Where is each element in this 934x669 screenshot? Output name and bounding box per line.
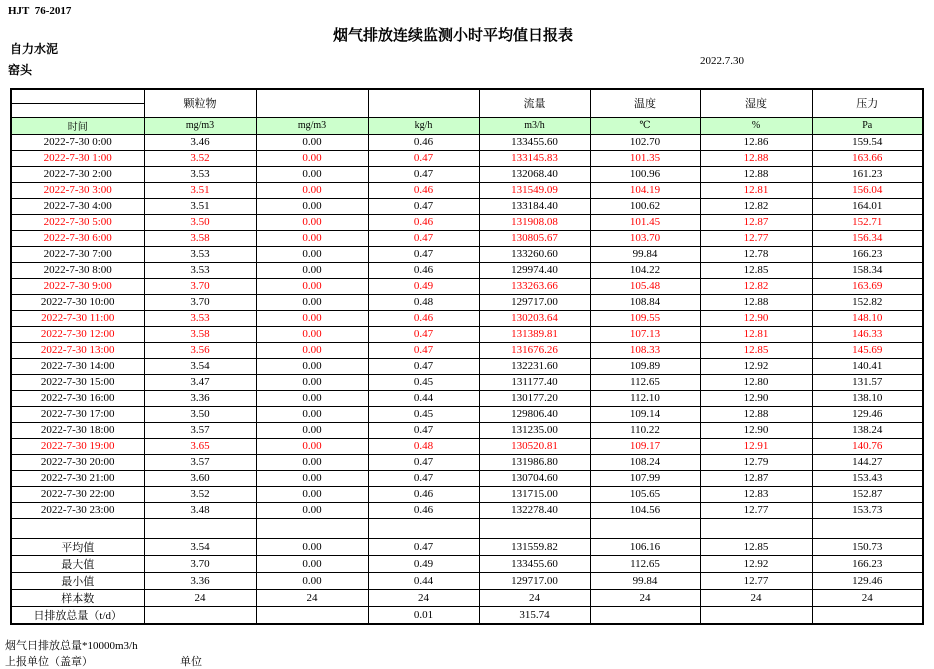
value-cell: 109.55: [590, 310, 700, 326]
value-cell: 3.56: [144, 342, 256, 358]
value-cell: 0.00: [256, 555, 368, 572]
value-cell: 3.52: [144, 150, 256, 166]
page-title: 烟气排放连续监测小时平均值日报表: [332, 28, 573, 44]
value-cell: 24: [144, 589, 256, 606]
table-row: [11, 406, 923, 422]
value-cell: 99.84: [590, 572, 700, 589]
value-cell: 0.00: [256, 198, 368, 214]
value-cell: 163.66: [812, 150, 923, 166]
value-cell: 109.89: [590, 358, 700, 374]
unit-cell-mg: mg/m3: [256, 117, 368, 134]
value-cell: 0.00: [256, 134, 368, 150]
value-cell: 163.69: [812, 278, 923, 294]
value-cell: 106.16: [590, 538, 700, 555]
value-cell: 131908.08: [479, 214, 590, 230]
time-cell: 2022-7-30 4:00: [11, 198, 144, 214]
value-cell: 132278.40: [479, 502, 590, 518]
time-cell: 2022-7-30 13:00: [11, 342, 144, 358]
value-cell: 152.87: [812, 486, 923, 502]
value-cell: 108.84: [590, 294, 700, 310]
value-cell: 140.76: [812, 438, 923, 454]
header-cell-temperature: 温度: [590, 89, 700, 117]
value-cell: 0.47: [368, 358, 479, 374]
value-cell: 24: [479, 589, 590, 606]
value-cell: 109.17: [590, 438, 700, 454]
value-cell: [368, 518, 479, 538]
time-cell: 2022-7-30 23:00: [11, 502, 144, 518]
value-cell: 0.47: [368, 454, 479, 470]
time-cell: 2022-7-30 21:00: [11, 470, 144, 486]
time-cell: 2022-7-30 12:00: [11, 326, 144, 342]
time-cell: 2022-7-30 20:00: [11, 454, 144, 470]
value-cell: 3.70: [144, 278, 256, 294]
value-cell: 12.90: [700, 390, 812, 406]
spacer-row: [11, 518, 923, 538]
value-cell: 3.70: [144, 555, 256, 572]
header-cell-blank-bottom: [11, 103, 144, 117]
value-cell: 12.83: [700, 486, 812, 502]
time-cell: 2022-7-30 2:00: [11, 166, 144, 182]
value-cell: 0.00: [256, 182, 368, 198]
value-cell: 0.49: [368, 278, 479, 294]
value-cell: 12.85: [700, 538, 812, 555]
value-cell: 110.22: [590, 422, 700, 438]
unit-label: 单位: [180, 656, 202, 668]
value-cell: 164.01: [812, 198, 923, 214]
value-cell: 0.44: [368, 572, 479, 589]
value-cell: 24: [368, 589, 479, 606]
value-cell: 24: [590, 589, 700, 606]
value-cell: 3.58: [144, 230, 256, 246]
value-cell: 12.92: [700, 555, 812, 572]
value-cell: 133260.60: [479, 246, 590, 262]
value-cell: 129717.00: [479, 294, 590, 310]
value-cell: 108.33: [590, 342, 700, 358]
value-cell: 0.00: [256, 390, 368, 406]
unit-cell-pa: Pa: [812, 117, 923, 134]
value-cell: 104.56: [590, 502, 700, 518]
value-cell: [144, 518, 256, 538]
value-cell: 12.87: [700, 470, 812, 486]
value-cell: 0.00: [256, 406, 368, 422]
value-cell: 158.34: [812, 262, 923, 278]
table-row: [11, 166, 923, 182]
value-cell: [590, 606, 700, 624]
value-cell: 152.71: [812, 214, 923, 230]
time-cell: 2022-7-30 8:00: [11, 262, 144, 278]
unit-header-row: [11, 117, 923, 134]
value-cell: 0.00: [256, 438, 368, 454]
value-cell: 133455.60: [479, 134, 590, 150]
value-cell: 0.46: [368, 214, 479, 230]
time-cell: 2022-7-30 7:00: [11, 246, 144, 262]
value-cell: 0.46: [368, 486, 479, 502]
value-cell: [256, 606, 368, 624]
value-cell: 12.82: [700, 198, 812, 214]
value-cell: 131986.80: [479, 454, 590, 470]
value-cell: 108.24: [590, 454, 700, 470]
value-cell: 0.47: [368, 246, 479, 262]
value-cell: 132068.40: [479, 166, 590, 182]
value-cell: 0.00: [256, 214, 368, 230]
value-cell: 131177.40: [479, 374, 590, 390]
value-cell: 12.80: [700, 374, 812, 390]
value-cell: 3.51: [144, 198, 256, 214]
value-cell: 112.65: [590, 374, 700, 390]
value-cell: 12.85: [700, 342, 812, 358]
value-cell: 133263.66: [479, 278, 590, 294]
time-cell: 2022-7-30 10:00: [11, 294, 144, 310]
value-cell: 12.86: [700, 134, 812, 150]
value-cell: 129974.40: [479, 262, 590, 278]
value-cell: 12.78: [700, 246, 812, 262]
value-cell: [812, 606, 923, 624]
value-cell: 3.46: [144, 134, 256, 150]
unit-cell-percent: %: [700, 117, 812, 134]
header-cell-blank-3: [368, 89, 479, 117]
value-cell: 104.19: [590, 182, 700, 198]
value-cell: 0.47: [368, 166, 479, 182]
value-cell: 0.00: [256, 358, 368, 374]
summary-row: [11, 555, 923, 572]
value-cell: 12.88: [700, 166, 812, 182]
value-cell: 0.48: [368, 438, 479, 454]
value-cell: 0.49: [368, 555, 479, 572]
value-cell: 109.14: [590, 406, 700, 422]
value-cell: 0.00: [256, 166, 368, 182]
value-cell: 107.13: [590, 326, 700, 342]
value-cell: 12.88: [700, 150, 812, 166]
table-row: [11, 326, 923, 342]
value-cell: 0.47: [368, 150, 479, 166]
table-row: [11, 310, 923, 326]
value-cell: 0.45: [368, 374, 479, 390]
header-cell-flow: 流量: [479, 89, 590, 117]
time-cell: 2022-7-30 18:00: [11, 422, 144, 438]
header-cell-humidity: 湿度: [700, 89, 812, 117]
value-cell: 153.43: [812, 470, 923, 486]
value-cell: 99.84: [590, 246, 700, 262]
value-cell: 0.00: [256, 486, 368, 502]
value-cell: 159.54: [812, 134, 923, 150]
value-cell: 153.73: [812, 502, 923, 518]
doc-code: HJT 76-2017: [8, 5, 72, 17]
value-cell: 12.81: [700, 326, 812, 342]
value-cell: 12.88: [700, 294, 812, 310]
footer-note: 烟气日排放总量*10000m3/h: [5, 640, 138, 652]
value-cell: 100.96: [590, 166, 700, 182]
value-cell: 131715.00: [479, 486, 590, 502]
value-cell: 0.46: [368, 310, 479, 326]
table-row: [11, 486, 923, 502]
value-cell: 129806.40: [479, 406, 590, 422]
value-cell: 0.00: [256, 246, 368, 262]
value-cell: 133184.40: [479, 198, 590, 214]
unit-cell-pm-mg: mg/m3: [144, 117, 256, 134]
table-row: [11, 470, 923, 486]
header-cell-pm: 颗粒物: [144, 89, 256, 117]
value-cell: 3.70: [144, 294, 256, 310]
table-row: [11, 358, 923, 374]
value-cell: [700, 606, 812, 624]
time-cell: 2022-7-30 6:00: [11, 230, 144, 246]
table-row: [11, 294, 923, 310]
value-cell: 12.91: [700, 438, 812, 454]
value-cell: 0.00: [256, 502, 368, 518]
value-cell: 131676.26: [479, 342, 590, 358]
value-cell: 131559.82: [479, 538, 590, 555]
value-cell: 146.33: [812, 326, 923, 342]
table-row: [11, 422, 923, 438]
value-cell: [144, 606, 256, 624]
value-cell: 130704.60: [479, 470, 590, 486]
value-cell: 0.48: [368, 294, 479, 310]
value-cell: 112.10: [590, 390, 700, 406]
value-cell: 103.70: [590, 230, 700, 246]
table-row: [11, 374, 923, 390]
unit-cell-m3h: m3/h: [479, 117, 590, 134]
value-cell: 12.87: [700, 214, 812, 230]
value-cell: 150.73: [812, 538, 923, 555]
value-cell: 3.53: [144, 166, 256, 182]
summary-row: [11, 606, 923, 624]
value-cell: 0.47: [368, 422, 479, 438]
monitoring-table: [10, 88, 924, 625]
value-cell: 161.23: [812, 166, 923, 182]
value-cell: 131.57: [812, 374, 923, 390]
value-cell: 138.10: [812, 390, 923, 406]
value-cell: 102.70: [590, 134, 700, 150]
time-cell: 2022-7-30 5:00: [11, 214, 144, 230]
value-cell: [812, 518, 923, 538]
table-row: [11, 278, 923, 294]
table-row: [11, 214, 923, 230]
value-cell: 0.45: [368, 406, 479, 422]
value-cell: 101.35: [590, 150, 700, 166]
value-cell: 12.85: [700, 262, 812, 278]
table-row: [11, 134, 923, 150]
value-cell: 138.24: [812, 422, 923, 438]
value-cell: 12.90: [700, 310, 812, 326]
table-row: [11, 502, 923, 518]
value-cell: 0.00: [256, 422, 368, 438]
table-row: [11, 262, 923, 278]
value-cell: 12.88: [700, 406, 812, 422]
value-cell: 0.47: [368, 230, 479, 246]
value-cell: 12.82: [700, 278, 812, 294]
station-name: 窑头: [8, 63, 33, 77]
value-cell: 129.46: [812, 406, 923, 422]
value-cell: 112.65: [590, 555, 700, 572]
table-row: [11, 342, 923, 358]
value-cell: 144.27: [812, 454, 923, 470]
value-cell: 107.99: [590, 470, 700, 486]
value-cell: 0.00: [256, 374, 368, 390]
value-cell: 132231.60: [479, 358, 590, 374]
header-cell-time: 时间: [11, 117, 144, 134]
value-cell: 133455.60: [479, 555, 590, 572]
value-cell: 130520.81: [479, 438, 590, 454]
value-cell: 145.69: [812, 342, 923, 358]
value-cell: 140.41: [812, 358, 923, 374]
value-cell: [700, 518, 812, 538]
value-cell: 3.54: [144, 358, 256, 374]
value-cell: 105.48: [590, 278, 700, 294]
value-cell: 101.45: [590, 214, 700, 230]
value-cell: 3.50: [144, 406, 256, 422]
spacer-cell: [11, 518, 144, 538]
value-cell: 3.36: [144, 390, 256, 406]
value-cell: 0.00: [256, 294, 368, 310]
summary-label-cell: 平均值: [11, 538, 144, 555]
value-cell: 129.46: [812, 572, 923, 589]
time-cell: 2022-7-30 15:00: [11, 374, 144, 390]
value-cell: 0.00: [256, 454, 368, 470]
value-cell: 315.74: [479, 606, 590, 624]
time-cell: 2022-7-30 16:00: [11, 390, 144, 406]
value-cell: 0.47: [368, 326, 479, 342]
value-cell: 3.53: [144, 246, 256, 262]
value-cell: 0.46: [368, 262, 479, 278]
value-cell: 24: [256, 589, 368, 606]
table-row: [11, 390, 923, 406]
time-cell: 2022-7-30 11:00: [11, 310, 144, 326]
header-cell-blank-top: [11, 89, 144, 103]
table-row: [11, 230, 923, 246]
value-cell: 105.65: [590, 486, 700, 502]
time-cell: 2022-7-30 3:00: [11, 182, 144, 198]
summary-row: [11, 589, 923, 606]
value-cell: 12.77: [700, 230, 812, 246]
value-cell: 12.81: [700, 182, 812, 198]
value-cell: 3.57: [144, 454, 256, 470]
value-cell: 133145.83: [479, 150, 590, 166]
value-cell: 131235.00: [479, 422, 590, 438]
value-cell: 129717.00: [479, 572, 590, 589]
table-row: [11, 246, 923, 262]
value-cell: 3.52: [144, 486, 256, 502]
value-cell: 0.01: [368, 606, 479, 624]
value-cell: 0.44: [368, 390, 479, 406]
value-cell: 104.22: [590, 262, 700, 278]
summary-row: [11, 538, 923, 555]
company-name: 自力水泥: [10, 42, 59, 56]
value-cell: 0.00: [256, 326, 368, 342]
value-cell: 0.00: [256, 150, 368, 166]
value-cell: 3.60: [144, 470, 256, 486]
value-cell: 0.00: [256, 278, 368, 294]
value-cell: 3.65: [144, 438, 256, 454]
value-cell: 152.82: [812, 294, 923, 310]
value-cell: [479, 518, 590, 538]
time-cell: 2022-7-30 17:00: [11, 406, 144, 422]
value-cell: 130805.67: [479, 230, 590, 246]
value-cell: 0.00: [256, 572, 368, 589]
table-row: [11, 182, 923, 198]
value-cell: 130203.64: [479, 310, 590, 326]
time-cell: 2022-7-30 22:00: [11, 486, 144, 502]
value-cell: 12.77: [700, 502, 812, 518]
summary-label-cell: 最大值: [11, 555, 144, 572]
value-cell: 0.00: [256, 342, 368, 358]
summary-row: [11, 572, 923, 589]
unit-cell-kgh: kg/h: [368, 117, 479, 134]
value-cell: 3.53: [144, 310, 256, 326]
value-cell: 3.58: [144, 326, 256, 342]
summary-label-cell: 样本数: [11, 589, 144, 606]
value-cell: 131549.09: [479, 182, 590, 198]
value-cell: 24: [700, 589, 812, 606]
value-cell: 3.54: [144, 538, 256, 555]
value-cell: 131389.81: [479, 326, 590, 342]
value-cell: 166.23: [812, 555, 923, 572]
value-cell: 0.46: [368, 182, 479, 198]
value-cell: 3.48: [144, 502, 256, 518]
time-cell: 2022-7-30 14:00: [11, 358, 144, 374]
value-cell: 0.47: [368, 198, 479, 214]
value-cell: 0.46: [368, 134, 479, 150]
value-cell: 3.51: [144, 182, 256, 198]
time-cell: 2022-7-30 0:00: [11, 134, 144, 150]
value-cell: 0.00: [256, 310, 368, 326]
table-row: [11, 198, 923, 214]
value-cell: 0.47: [368, 470, 479, 486]
value-cell: 3.50: [144, 214, 256, 230]
header-cell-blank-2: [256, 89, 368, 117]
report-unit-label: 上报单位（盖章）: [5, 656, 93, 668]
table-row: [11, 150, 923, 166]
unit-cell-celsius: ℃: [590, 117, 700, 134]
value-cell: 0.00: [256, 470, 368, 486]
group-header-row: [11, 89, 923, 103]
value-cell: 3.36: [144, 572, 256, 589]
value-cell: [590, 518, 700, 538]
value-cell: 12.77: [700, 572, 812, 589]
value-cell: 0.00: [256, 538, 368, 555]
value-cell: 3.53: [144, 262, 256, 278]
value-cell: 166.23: [812, 246, 923, 262]
time-cell: 2022-7-30 19:00: [11, 438, 144, 454]
value-cell: 156.34: [812, 230, 923, 246]
table-row: [11, 454, 923, 470]
value-cell: 3.57: [144, 422, 256, 438]
value-cell: [256, 518, 368, 538]
value-cell: 12.90: [700, 422, 812, 438]
header-cell-pressure: 压力: [812, 89, 923, 117]
value-cell: 0.47: [368, 538, 479, 555]
summary-label-cell: 日排放总量（t/d）: [11, 606, 144, 624]
value-cell: 3.47: [144, 374, 256, 390]
value-cell: 12.79: [700, 454, 812, 470]
time-cell: 2022-7-30 9:00: [11, 278, 144, 294]
value-cell: 0.00: [256, 262, 368, 278]
value-cell: 24: [812, 589, 923, 606]
value-cell: 148.10: [812, 310, 923, 326]
value-cell: 0.47: [368, 342, 479, 358]
value-cell: 0.46: [368, 502, 479, 518]
value-cell: 12.92: [700, 358, 812, 374]
value-cell: 100.62: [590, 198, 700, 214]
table-row: [11, 438, 923, 454]
summary-label-cell: 最小值: [11, 572, 144, 589]
value-cell: 0.00: [256, 230, 368, 246]
value-cell: 156.04: [812, 182, 923, 198]
time-cell: 2022-7-30 1:00: [11, 150, 144, 166]
value-cell: 130177.20: [479, 390, 590, 406]
report-date: 2022.7.30: [700, 55, 744, 67]
